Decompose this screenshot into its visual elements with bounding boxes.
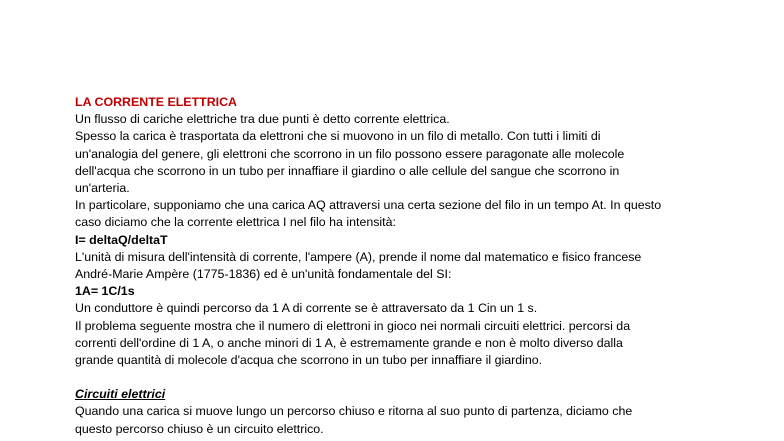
section-title: Circuiti elettrici (75, 387, 166, 402)
paragraph-line: In particolare, supponiamo che una carica AQ attraversi una certa sezione del filo in un tempo At. In questo (75, 198, 662, 213)
paragraph-line: Il problema seguente mostra che il numero di elettroni in gioco nei normali circuiti elettrici. percorsi da (75, 318, 631, 333)
paragraph-line: Un flusso di cariche elettriche tra due punti è detto corrente elettrica. (75, 112, 450, 127)
paragraph-line: Un conduttore è quindi percorso da 1 A di corrente se è attraversato da 1 Cin un 1 s. (75, 301, 538, 316)
document-body (75, 94, 735, 438)
paragraph-line: un'arteria. (75, 181, 130, 196)
paragraph-line: correnti dell'ordine di 1 A, o anche minori di 1 A, è estremamente grande e non è molto diverso dalla (75, 335, 623, 350)
paragraph-line: questo percorso chiuso è un circuito elettrico. (75, 421, 324, 436)
formula-ampere: 1A= 1C/1s (75, 284, 135, 299)
paragraph-line: André-Marie Ampère (1775-1836) ed è un'unità fondamentale del SI: (75, 267, 452, 282)
paragraph-line: dell'acqua che scorrono in un tubo per innaffiare il giardino o alle cellule del sangue che scorrono in (75, 163, 620, 178)
paragraph-line: grande quantità di molecole d'acqua che scorrono in un tubo per innaffiare il giardino. (75, 353, 543, 368)
paragraph-line: L'unità di misura dell'intensità di corrente, l'ampere (A), prende il nome dal matematico e fisico francese (75, 249, 642, 264)
paragraph-gap (75, 369, 735, 386)
paragraph-line: un'analogia del genere, gli elettroni che scorrono in un filo possono essere paragonate alle molecole (75, 146, 625, 161)
document-title: LA CORRENTE ELETTRICA (75, 95, 237, 109)
formula-current: I= deltaQ/deltaT (75, 232, 168, 247)
paragraph-line: Spesso la carica è trasportata da elettroni che si muovono in un filo di metallo. Con tutti i limiti di (75, 129, 601, 144)
paragraph-line: Quando una carica si muove lungo un percorso chiuso e ritorna al suo punto di partenza, diciamo che (75, 404, 633, 419)
paragraph-line: caso diciamo che la corrente elettrica I nel filo ha intensità: (75, 215, 396, 230)
